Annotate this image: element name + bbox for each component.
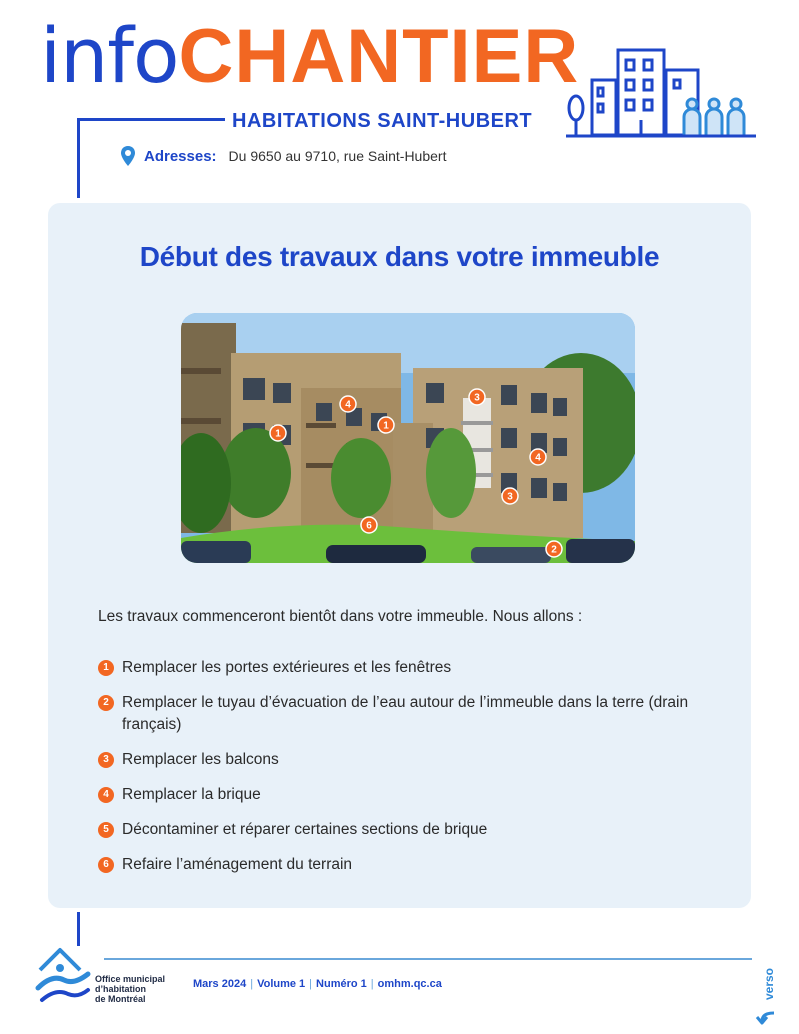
issue-date: Mars 2024 xyxy=(193,978,247,990)
svg-text:4: 4 xyxy=(345,399,351,411)
org-line: de Montréal xyxy=(95,994,146,1004)
item-text: Remplacer les balcons xyxy=(122,751,279,768)
photo-marker xyxy=(340,396,356,412)
item-text: Remplacer les portes extérieures et les fenêtres xyxy=(122,659,452,676)
list-item xyxy=(98,819,718,841)
list-item xyxy=(98,784,718,806)
intro-text: Les travaux commenceront bientôt dans votre immeuble. Nous allons : xyxy=(98,608,583,625)
issue-number: Numéro 1 xyxy=(316,978,367,990)
card-title: Début des travaux dans votre immeuble xyxy=(139,241,660,272)
svg-text:6: 6 xyxy=(366,520,372,532)
address-label: Adresses: xyxy=(144,147,217,165)
photo-marker xyxy=(378,417,394,433)
item-number-badge: 4 xyxy=(98,787,114,803)
photo-marker xyxy=(530,449,546,465)
brand-chantier: CHANTIER xyxy=(178,14,580,99)
footer-vertical-rule xyxy=(77,912,80,946)
address-line xyxy=(120,145,446,167)
issue-meta xyxy=(193,978,442,990)
footer-divider xyxy=(104,958,752,960)
item-text: Refaire l’aménagement du terrain xyxy=(122,856,353,873)
svg-text:1: 1 xyxy=(383,420,389,432)
list-item xyxy=(98,749,718,771)
org-name xyxy=(95,974,185,1004)
meta-separator: | xyxy=(370,978,374,990)
photo-marker xyxy=(502,488,518,504)
svg-text:3: 3 xyxy=(507,491,513,503)
meta-separator: | xyxy=(250,978,254,990)
list-item xyxy=(98,854,718,876)
work-list xyxy=(98,657,718,876)
building-photo xyxy=(181,313,635,563)
header-vertical-rule xyxy=(77,118,80,198)
photo-marker xyxy=(469,389,485,405)
project-subtitle: HABITATIONS SAINT-HUBERT xyxy=(232,110,533,132)
website-link[interactable]: omhm.qc.ca xyxy=(377,978,442,990)
brand-info: info xyxy=(40,11,179,100)
item-number-badge: 5 xyxy=(98,822,114,838)
item-text: Remplacer le tuyau d’évacuation de l’eau autour de l’immeuble dans la terre (drain français) xyxy=(122,694,689,733)
omhm-logo-icon xyxy=(34,944,92,1006)
list-item xyxy=(98,692,718,736)
header-horizontal-rule xyxy=(77,118,225,121)
org-line: Office municipal xyxy=(95,974,166,984)
item-number-badge: 3 xyxy=(98,752,114,768)
meta-separator: | xyxy=(309,978,313,990)
address-value: Du 9650 au 9710, rue Saint-Hubert xyxy=(228,148,447,164)
location-pin-icon xyxy=(120,145,136,167)
photo-marker xyxy=(361,517,377,533)
org-line: d’habitation xyxy=(95,984,146,994)
list-item xyxy=(98,657,718,679)
brand-title xyxy=(40,11,580,100)
photo-marker xyxy=(546,541,562,557)
item-text: Décontaminer et réparer certaines sections de brique xyxy=(122,821,488,838)
info-card xyxy=(48,203,751,908)
item-number-badge: 6 xyxy=(98,857,114,873)
verso-label[interactable]: verso xyxy=(762,968,776,1001)
issue-volume: Volume 1 xyxy=(257,978,306,990)
item-number-badge: 1 xyxy=(98,660,114,676)
svg-text:2: 2 xyxy=(551,544,557,556)
city-skyline-icon xyxy=(566,40,756,140)
svg-text:3: 3 xyxy=(474,392,480,404)
svg-text:4: 4 xyxy=(535,452,541,464)
svg-text:1: 1 xyxy=(275,428,281,440)
item-number-badge: 2 xyxy=(98,695,114,711)
photo-marker xyxy=(270,425,286,441)
item-text: Remplacer la brique xyxy=(122,786,261,803)
